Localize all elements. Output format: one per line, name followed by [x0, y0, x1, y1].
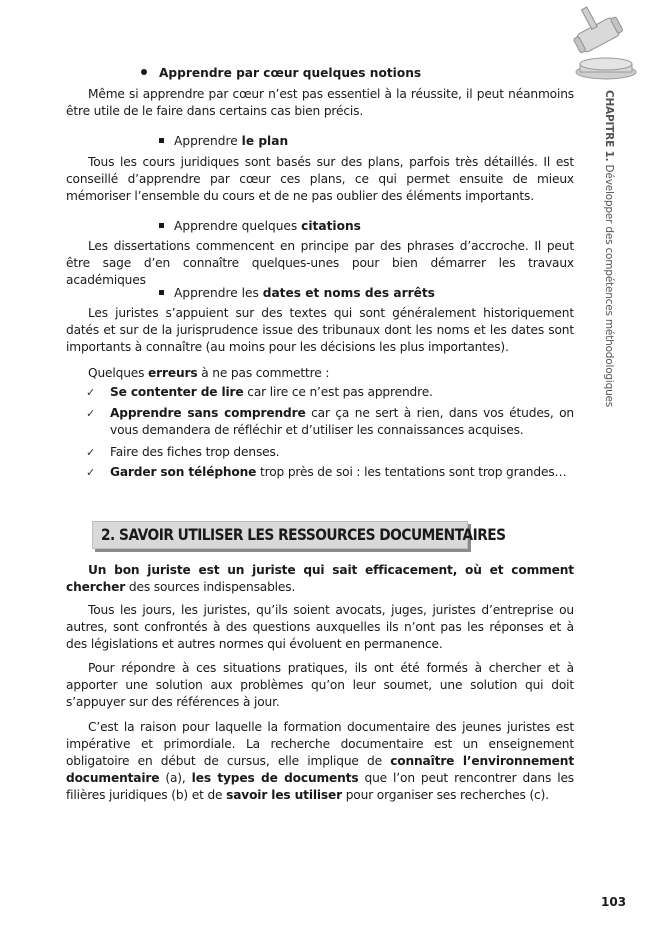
paragraph: Même si apprendre par cœur n’est pas essentiel à la réussite, il peut néanmoins être utile de le faire dans certains cas bien précis.: [66, 87, 574, 118]
section-heading-text: 2. SAVOIR UTILISER LES RESSOURCES DOCUMENTAIRES: [101, 525, 506, 544]
sub-heading-plan: Apprendre le plan: [159, 133, 288, 150]
list-item: ✓ Se contenter de lire car lire ce n’est pas apprendre.: [86, 385, 433, 399]
errors-intro: Quelques erreurs à ne pas commettre :: [88, 366, 330, 380]
section-heading: [92, 521, 506, 549]
sub-heading-arrets: Apprendre les dates et noms des arrêts: [159, 285, 435, 302]
bullet-heading-1: [141, 65, 421, 82]
paragraph: Les juristes s’appuient sur des textes qui sont généralement historiquement datés et sur de la jurisprudence issue des tribunaux dont les noms et les dates sont importants à connaître (au moins pour les décisions les plus importantes).: [66, 306, 574, 354]
square-bullet-icon: [159, 290, 164, 295]
paragraph: Les dissertations commencent en principe par des phrases d’accroche. Il peut être sage d’en connaître quelques-unes pour bien démarrer les travaux académiques: [66, 239, 574, 287]
square-bullet-icon: [159, 138, 164, 143]
bullet-dot-icon: [141, 69, 147, 75]
paragraph: Tous les cours juridiques sont basés sur des plans, parfois très détaillés. Il est conseillé d’apprendre par cœur ces plans, ce qui permet ensuite de mieux mémoriser l’ensemble du cours et de ne pas oublier des éléments importants.: [66, 155, 574, 203]
lead-paragraph: Un bon juriste est un juriste qui sait efficacement, où et comment chercher des sources indispensables.: [66, 563, 574, 594]
list-item: ✓ Apprendre sans comprendre car ça ne sert à rien, dans vos études, on vous demandera de réfléchir et d’utiliser les connaissances acquises.: [86, 406, 574, 437]
paragraph: C’est la raison pour laquelle la formation documentaire des jeunes juristes est impérative et primordiale. La recherche documentaire est un enseignement obligatoire en début de cursus, elle implique de connaître l’environnement documentaire (a), les types de documents que l’on peut rencontrer dans les filières juridiques (b) et de savoir les utiliser pour organiser ses recherches (c).: [66, 720, 575, 802]
sub-heading-citations: Apprendre quelques citations: [159, 218, 361, 235]
paragraph: Pour répondre à ces situations pratiques, ils ont été formés à chercher et à apporter une solution aux problèmes qu’on leur soumet, une solution qui doit s’appuyer sur des références à jour.: [66, 661, 574, 709]
page-number: 103: [601, 895, 627, 909]
square-bullet-icon: [159, 223, 164, 228]
list-item: ✓ Garder son téléphone trop près de soi : les tentations sont trop grandes…: [86, 465, 567, 479]
checkmark-icon: ✓: [86, 466, 96, 479]
checkmark-icon: ✓: [86, 386, 96, 399]
paragraph: Tous les jours, les juristes, qu’ils soient avocats, juges, juristes d’entreprise ou autres, sont confrontés à des questions auxquelles ils n’ont pas les réponses et à des législations et autres normes qui évoluent en permanence.: [66, 603, 574, 651]
checkmark-icon: ✓: [86, 446, 96, 459]
gavel-icon: [566, 2, 650, 82]
chapter-sidebar-text: CHAPITRE 1. Développer des compétences méthodologiques: [603, 90, 615, 408]
bullet-heading-1-text: Apprendre par cœur quelques notions: [159, 66, 422, 80]
checkmark-icon: ✓: [86, 407, 96, 420]
chapter-sidebar: [600, 90, 630, 408]
list-item: ✓ Faire des fiches trop denses.: [86, 445, 280, 459]
